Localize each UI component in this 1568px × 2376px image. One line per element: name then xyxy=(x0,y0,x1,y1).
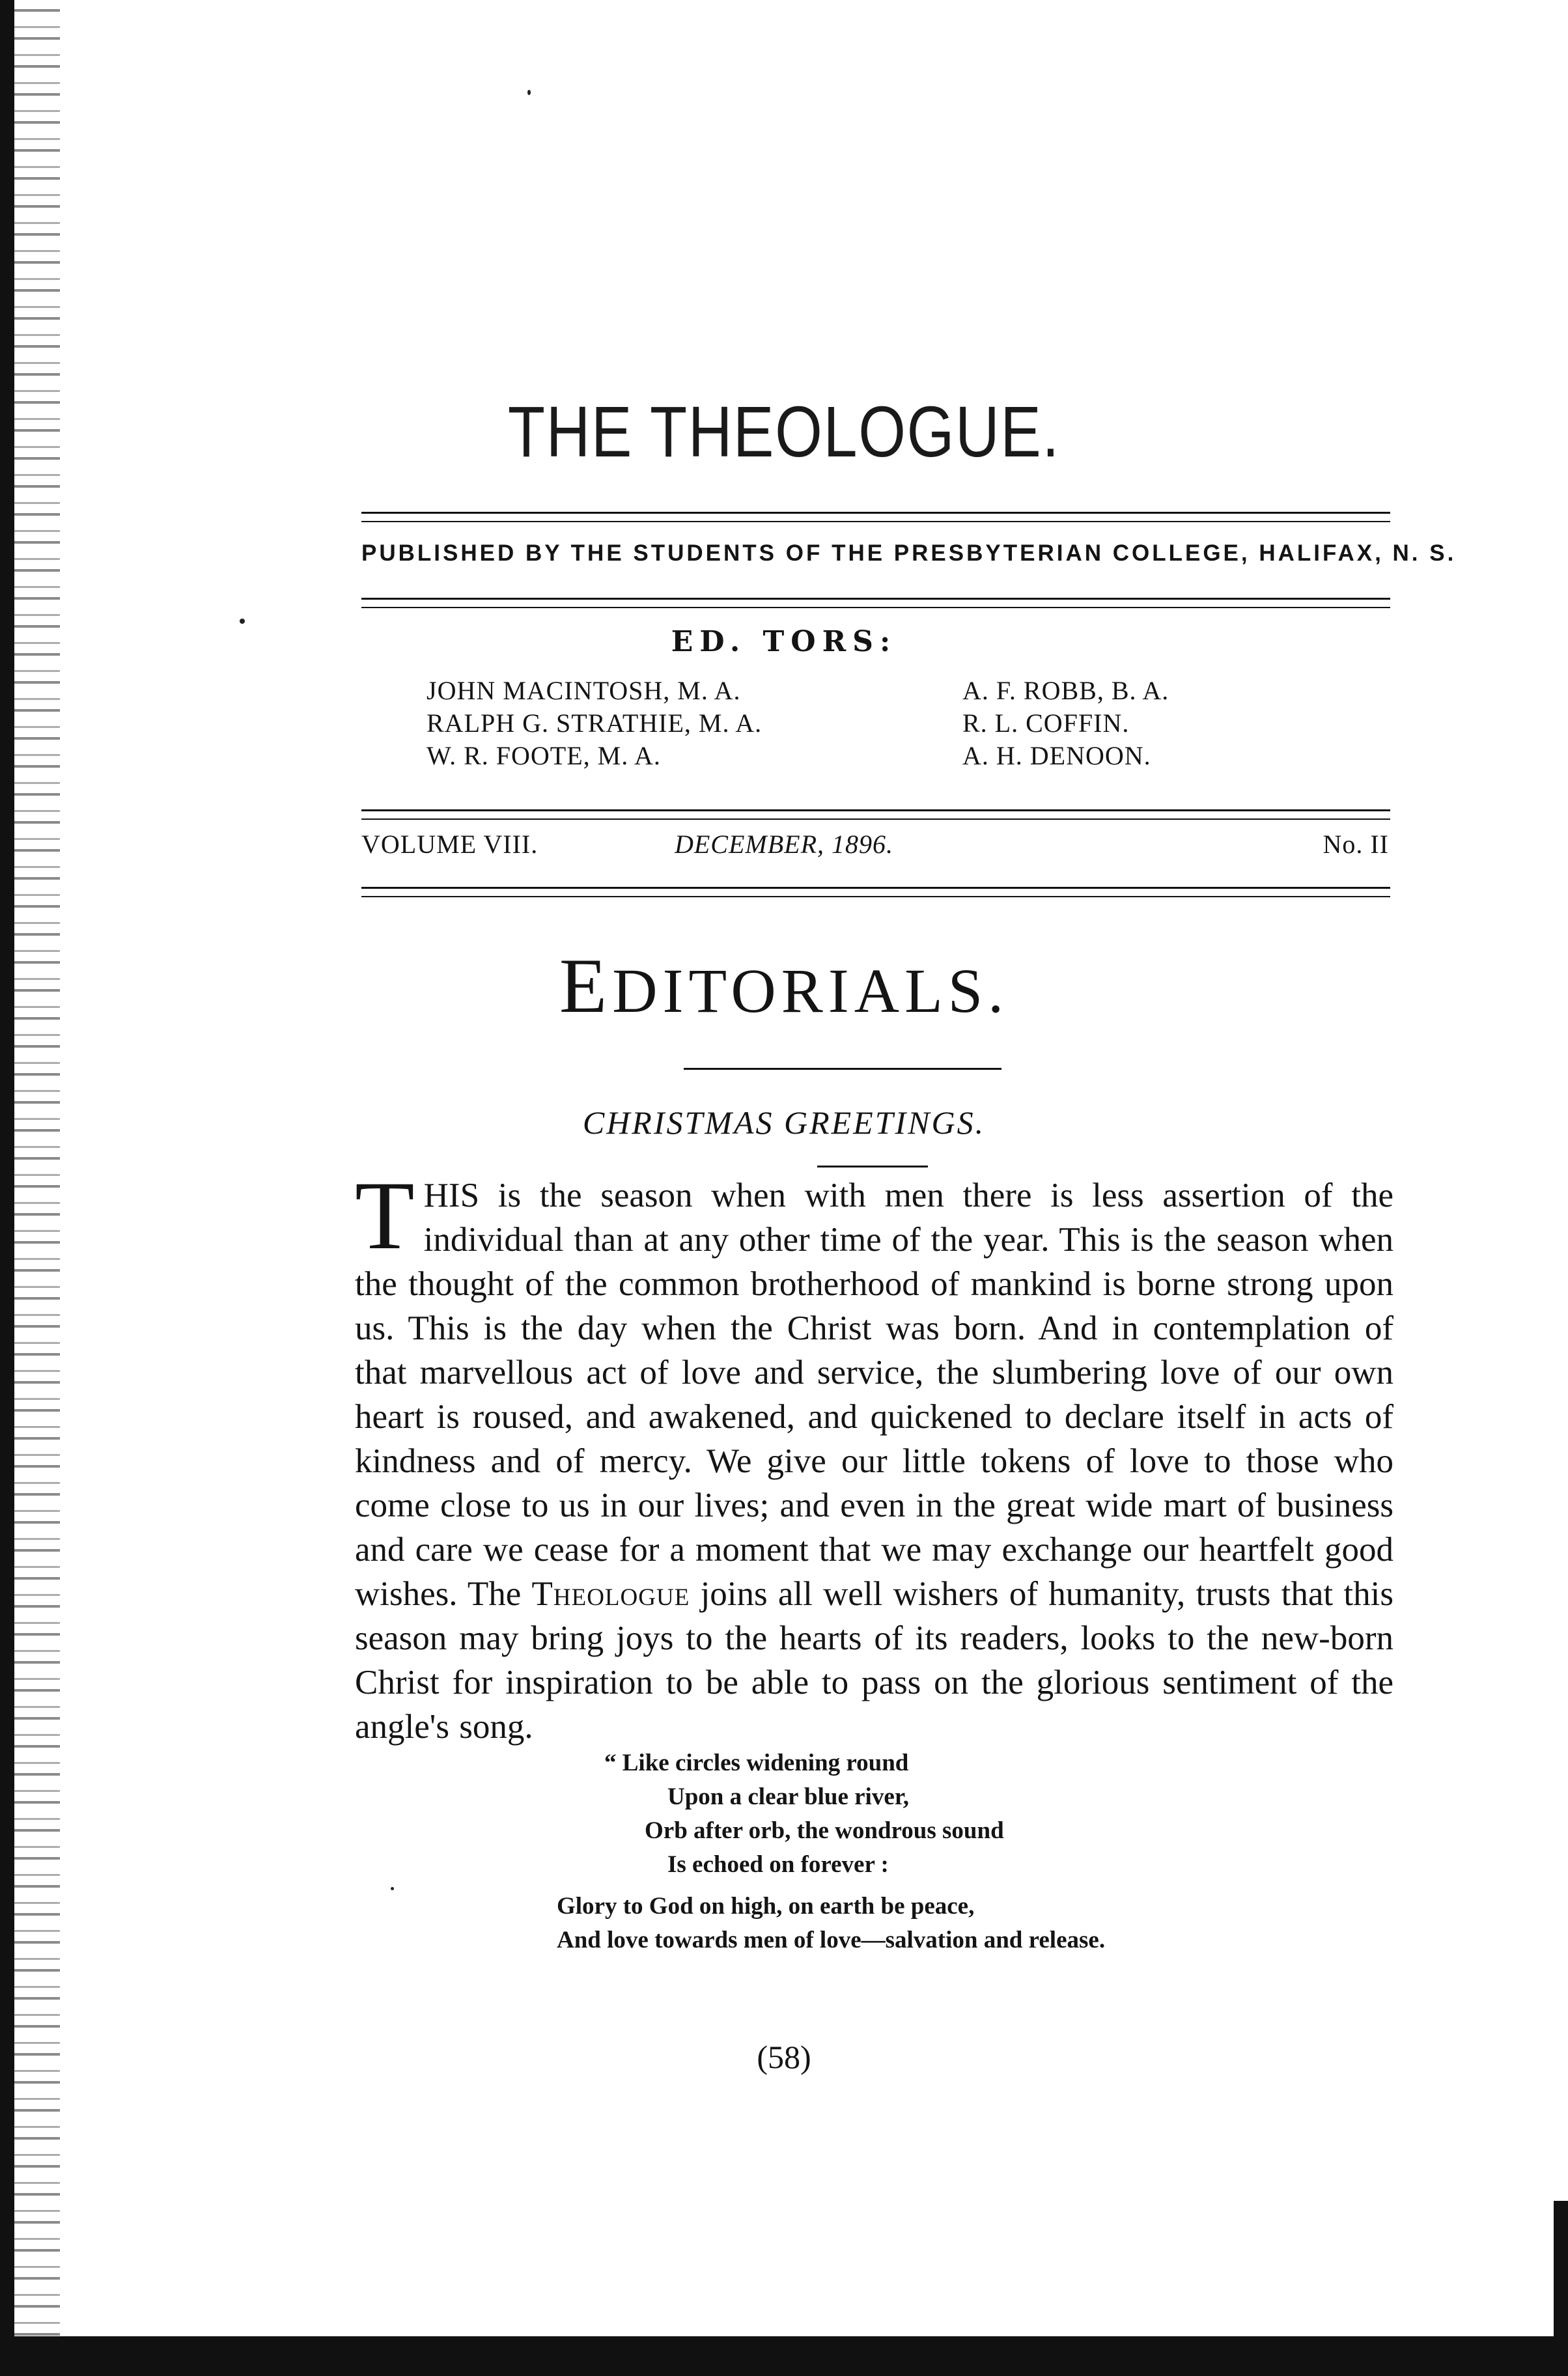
poem-line-2: Upon a clear blue river, xyxy=(667,1783,910,1810)
editor-right-1: A. F. ROBB, B. A. xyxy=(962,676,1169,705)
editor-right-2: R. L. COFFIN. xyxy=(962,708,1130,738)
page-number: (58) xyxy=(757,2039,811,2075)
section-title-cap: E xyxy=(559,942,613,1029)
rule-pub-1 xyxy=(361,598,1390,600)
poem-line-4: Is echoed on forever : xyxy=(667,1851,889,1878)
issue-date: DECEMBER, 1896. xyxy=(674,830,894,859)
drop-cap: T xyxy=(355,1162,415,1270)
editors-heading: ED. TORS: xyxy=(671,625,897,658)
poem-line-3: Orb after orb, the wondrous sound xyxy=(645,1817,1004,1844)
publisher-line: PUBLISHED BY THE STUDENTS OF THE PRESBYTERIAN COLLEGE, HALIFAX, N. S. xyxy=(361,540,1457,566)
print-speck xyxy=(527,90,531,95)
rule-editors-1 xyxy=(361,809,1390,811)
volume-label: VOLUME VIII. xyxy=(361,830,539,859)
rule-volume-2 xyxy=(361,896,1390,897)
poem-line-5: Glory to God on high, on earth be peace, xyxy=(557,1893,975,1920)
journal-title: THE THEOLOGUE. xyxy=(507,392,1061,472)
article-divider xyxy=(817,1166,928,1167)
editor-left-1: JOHN MACINTOSH, M. A. xyxy=(427,676,741,705)
section-title-rest: DITORIALS. xyxy=(612,956,1009,1026)
article-body-part1: HIS is the season when with men there is less assertion of the individual than at any other time of the year. This is the season when the thought of the common brotherhood of mankind is borne strong upon us. This is the day when the Christ was born. And in contemplation of that marvellous act of love and service, the slumbering love of our own heart is roused, and awakened, and quickened to declare itself in acts of kindness and of mercy. We give our little tokens of love to those who come close to us in our lives; and even in the great wide mart of business and care we cease for a moment that we may exchange our heartfelt good wishes. The xyxy=(355,1177,1393,1613)
rule-top-2 xyxy=(361,521,1390,522)
print-speck xyxy=(391,1887,394,1890)
section-title xyxy=(0,941,1568,1031)
article-body-part2: joins all well wishers of humanity, trusts that this season may bring joys to the hearts of its readers, looks to the new-born Christ for inspiration to be able to pass on the glorious sentiment of the angle's song. xyxy=(355,1575,1394,1746)
poem-line-6: And love towards men of love—salvation and release. xyxy=(557,1927,1106,1953)
page-edge-bottom xyxy=(0,2336,1568,2376)
editor-left-3: W. R. FOOTE, M. A. xyxy=(427,741,661,770)
issue-number: No. II xyxy=(1323,830,1389,859)
rule-pub-2 xyxy=(361,607,1390,608)
print-speck xyxy=(240,619,245,624)
article-title: CHRISTMAS GREETINGS. xyxy=(582,1104,986,1141)
section-divider xyxy=(684,1068,1001,1070)
journal-name-inline: Theologue xyxy=(531,1575,690,1613)
rule-volume-1 xyxy=(361,887,1390,889)
editor-left-2: RALPH G. STRATHIE, M. A. xyxy=(427,708,763,738)
article-body xyxy=(355,1162,1394,1749)
rule-top-1 xyxy=(361,512,1390,514)
binding-edge xyxy=(0,0,14,2376)
editor-right-3: A. H. DENOON. xyxy=(962,741,1151,770)
poem-line-1: “ Like circles widening round xyxy=(604,1750,909,1776)
rule-editors-2 xyxy=(361,818,1390,820)
